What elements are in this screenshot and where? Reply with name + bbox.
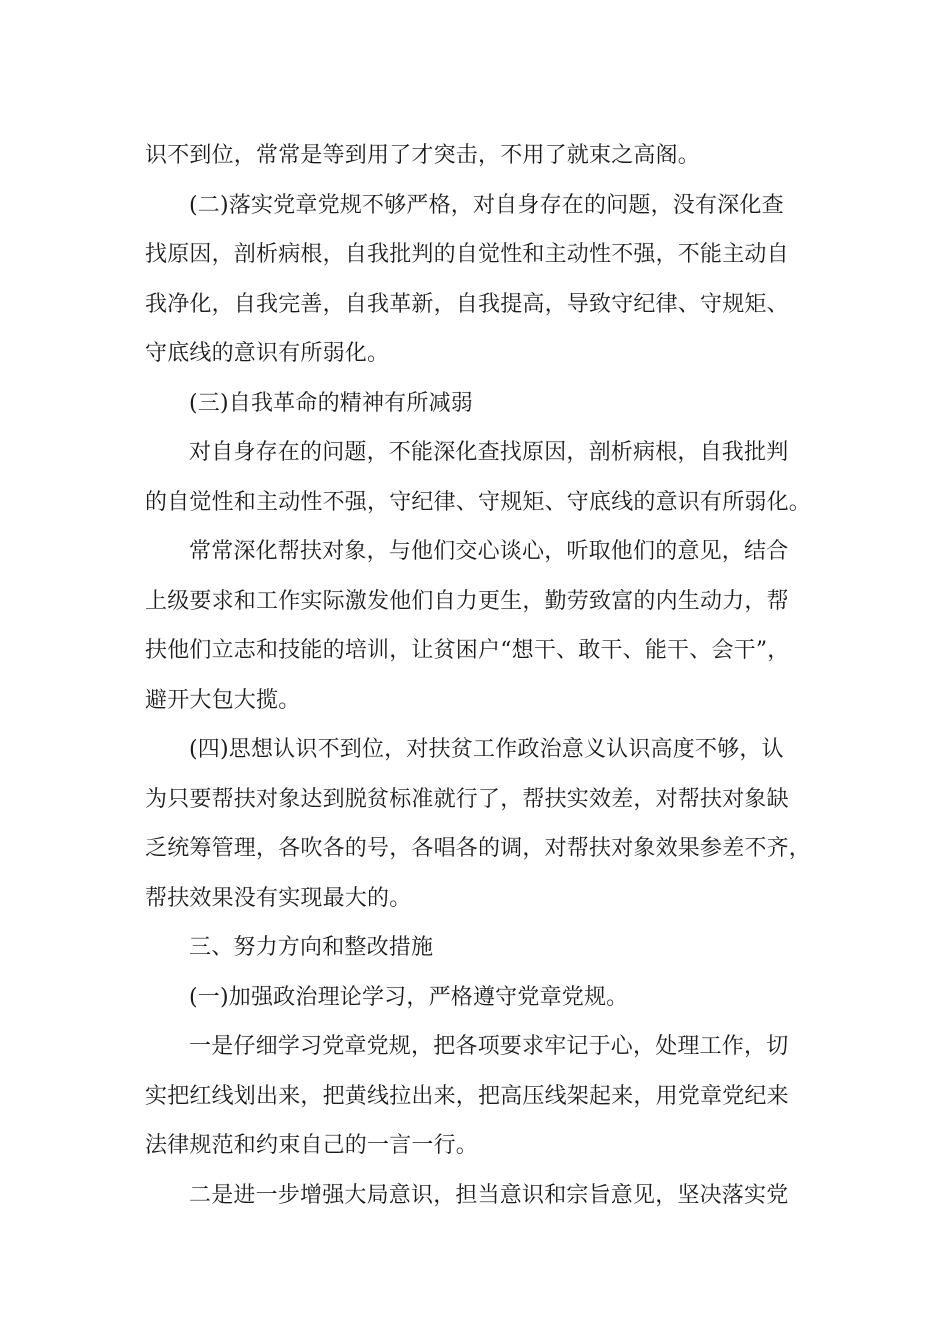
text-line: 一是仔细学习党章党规，把各项要求牢记于心，处理工作，切 [189, 1034, 789, 1059]
text-line: 避开大包大揽。 [145, 687, 301, 713]
text-line: 对自身存在的问题，不能深化查找原因，剖析病根，自我批判 [189, 440, 789, 465]
text-line: 实把红线划出来，把黄线拉出来，把高压线架起来，用党章党纪来 [145, 1083, 789, 1109]
text-line: (四)思想认识不到位，对扶贫工作政治意义认识高度不够，认 [189, 737, 784, 762]
text-line: 常常深化帮扶对象，与他们交心谈心，听取他们的意见，结合 [189, 539, 789, 564]
text-line: 法律规范和约束自己的一言一行。 [145, 1133, 479, 1158]
text-line: 找原因，剖析病根，自我批判的自觉性和主动性不强，不能主动自 [145, 242, 789, 267]
text-line: 我净化，自我完善，自我革新，自我提高，导致守纪律、守规矩、 [145, 291, 789, 317]
section-heading: 三、努力方向和整改措施 [189, 935, 434, 960]
text-line: 为只要帮扶对象达到脱贫标准就行了，帮扶实效差，对帮扶对象缺 [145, 786, 789, 812]
text-line: 扶他们立志和技能的培训，让贫困户“想干、敢干、能干、会干”， [145, 638, 790, 663]
text-line: 帮扶效果没有实现最大的。 [145, 885, 412, 911]
document-body [145, 131, 810, 1220]
text-line: (二)落实党章党规不够严格，对自身存在的问题，没有深化查 [189, 192, 784, 218]
text-line: 守底线的意识有所弱化。 [145, 341, 390, 366]
text-line: 二是进一步增强大局意识，担当意识和宗旨意见，坚决落实党 [189, 1182, 789, 1208]
text-line: 的自觉性和主动性不强，守纪律、守规矩、守底线的意识有所弱化。 [145, 489, 812, 515]
text-line: 识不到位，常常是等到用了才突击，不用了就束之高阁。 [145, 143, 701, 168]
text-line: 乏统筹管理，各吹各的号，各唱各的调，对帮扶对象效果参差不齐， [145, 836, 812, 861]
text-line: (三)自我革命的精神有所减弱 [189, 390, 473, 416]
text-line: (一)加强政治理论学习，严格遵守党章党规。 [189, 984, 629, 1010]
text-line: 上级要求和工作实际激发他们自力更生，勤劳致富的内生动力，帮 [145, 588, 789, 614]
